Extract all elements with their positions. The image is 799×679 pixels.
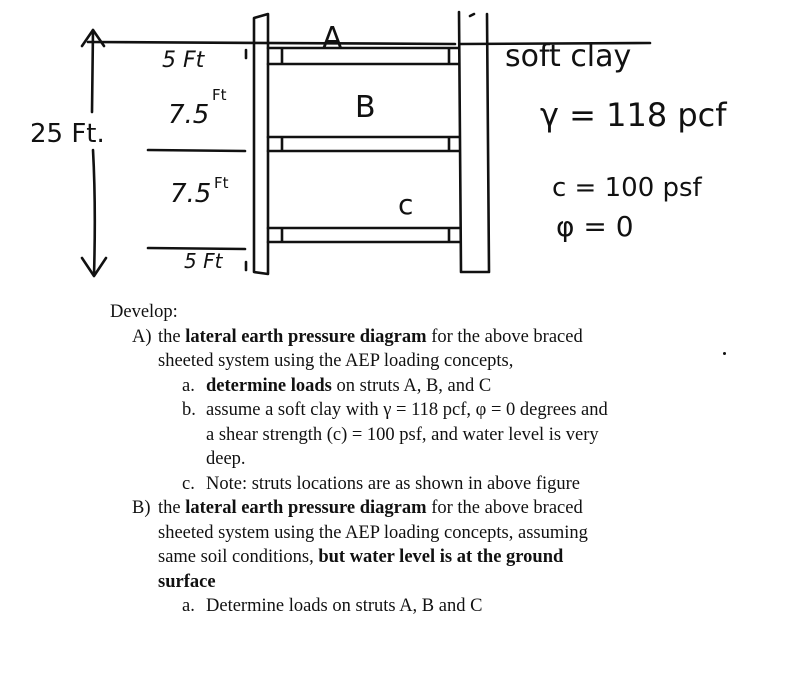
part-a-marker: A) — [132, 326, 152, 347]
part-a-item-a: a. determine loads on struts A, B, and C — [182, 375, 492, 396]
problem-statement — [110, 300, 750, 619]
part-a-item-b-line-3: deep. — [206, 449, 246, 469]
strut-a — [268, 48, 459, 64]
part-a-item-c: c. Note: struts locations are as shown in above figure — [182, 473, 581, 494]
depth-arrow — [92, 30, 95, 275]
part-b-line-1: B) the lateral earth pressure diagram for the above braced — [110, 496, 750, 521]
left-sheet-pile — [254, 14, 268, 274]
part-b-line-2: sheeted system using the AEP loading concepts, assuming — [158, 522, 588, 543]
cohesion-label: c = 100 psf — [552, 173, 702, 203]
strut-c — [268, 228, 459, 242]
total-depth-label: 25 Ft. — [30, 119, 105, 149]
strut-a-label: A — [322, 21, 343, 56]
dim-top-label: 5 Ft — [162, 48, 205, 73]
part-b-line-3: same soil conditions, but water level is at the ground — [158, 547, 564, 567]
part-a-line-1: A) the lateral earth pressure diagram for the above braced — [110, 325, 750, 350]
braced-cut-sketch — [0, 0, 799, 300]
part-b-item-a: a. Determine loads on struts A, B and C — [182, 596, 483, 616]
friction-label: φ = 0 — [556, 210, 634, 243]
part-b-marker: B) — [132, 498, 151, 518]
dim-upper-label: 7.5 — [168, 100, 210, 130]
dim-lower-label: 7.5 — [170, 179, 212, 209]
right-sheet-pile — [459, 12, 489, 272]
strut-b-label: B — [355, 90, 376, 125]
part-a-item-b: b. assume a soft clay with γ = 118 pcf, φ = 0 degrees and — [182, 400, 608, 420]
dim-bottom-label: 5 Ft — [184, 249, 223, 273]
develop-heading: Develop: — [110, 302, 178, 322]
soil-type-label: soft clay — [505, 39, 632, 74]
strut-b — [268, 137, 459, 151]
stray-dot — [723, 352, 726, 355]
part-b-line-4: surface — [158, 571, 216, 592]
part-a-line-2: sheeted system using the AEP loading concepts, — [158, 351, 514, 371]
part-a-item-b-line-2: a shear strength (c) = 100 psf, and water level is very — [206, 424, 599, 445]
dim-lower-unit: Ft — [214, 174, 229, 192]
part-a-bold: lateral earth pressure diagram — [185, 326, 427, 347]
strut-c-label: c — [398, 188, 414, 221]
dim-upper-unit: Ft — [212, 86, 227, 104]
dim-line-1 — [148, 150, 245, 151]
part-b-bold: lateral earth pressure diagram — [185, 498, 427, 518]
unit-weight-label: γ = 118 pcf — [540, 96, 727, 134]
